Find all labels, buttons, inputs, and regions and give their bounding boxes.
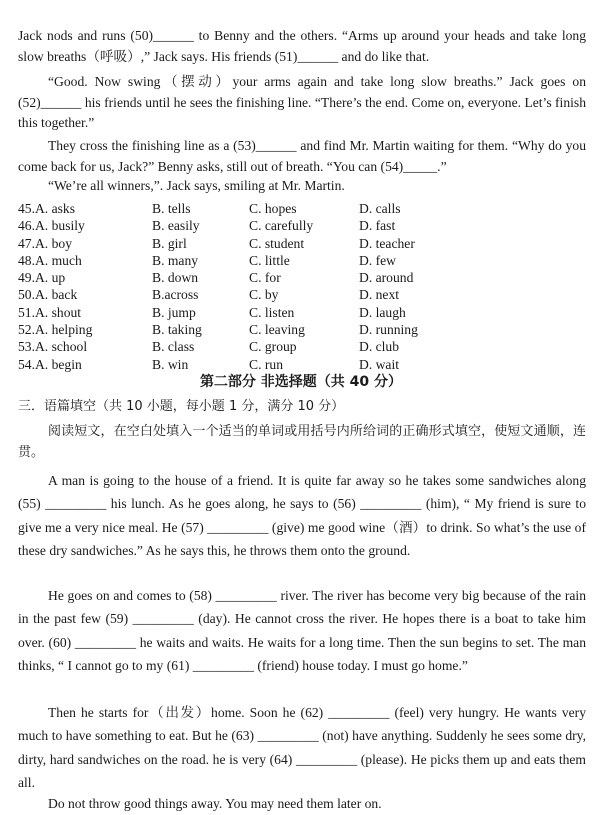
passage1-paragraph-1: Jack nods and runs (50)______ to Benny and the others. “Arms up around your heads and take long slow breaths（呼吸）,” Jack says. His friends (51)______ and do like that.	[18, 28, 586, 64]
option-row-50	[18, 286, 586, 303]
option-b: B. win	[152, 356, 189, 372]
option-a: 49.A. up	[18, 270, 66, 286]
option-b: B. down	[152, 270, 199, 286]
option-c: C. run	[249, 356, 283, 372]
option-c: C. leaving	[249, 322, 305, 338]
option-c: C. student	[249, 235, 305, 251]
option-a: 46.A. busily	[18, 218, 85, 234]
option-b: B. taking	[152, 322, 202, 338]
option-c: C. carefully	[249, 218, 314, 234]
option-d: D. running	[359, 322, 418, 338]
option-d: D. next	[359, 287, 400, 303]
option-row-52	[18, 321, 586, 338]
option-a: 52.A. helping	[18, 322, 93, 338]
option-row-46	[18, 217, 586, 234]
option-a: 47.A. boy	[18, 235, 72, 251]
option-d: D. fast	[359, 218, 396, 234]
option-a: 53.A. school	[18, 339, 88, 355]
option-d: D. wait	[359, 356, 400, 372]
option-b: B. tells	[152, 201, 191, 216]
cloze-paragraph-1: A man is going to the house of a friend. It is quite far away so he takes some sandwiches along (55) _________ his lunch. As he goes along, he says to (56) _________ (him), “ My friend is sure to give me a very nice meal. He (57) _________ (give) me good wine（酒）to drink. So what’s the use of these dry sandwiches.” As he says this, he throws them onto the ground.	[18, 473, 586, 559]
option-d: D. around	[359, 270, 414, 286]
cloze-paragraph-4: Do not throw good things away. You may need them later on.	[48, 796, 382, 811]
option-a: 51.A. shout	[18, 304, 82, 320]
option-row-53	[18, 338, 586, 355]
option-b: B. girl	[152, 235, 187, 251]
section3-heading: 三．语篇填空（共 10 小题，每小题 1 分，满分 10 分）	[18, 399, 345, 414]
option-a: 54.A. begin	[18, 356, 82, 372]
part2-title: 第二部分 非选择题（共 40 分）	[199, 374, 403, 390]
option-c: C. by	[249, 287, 279, 303]
passage1-paragraph-2: “Good. Now swing（摆动）your arms again and take long slow breaths.” Jack goes on (52)______ his friends until he sees the finishing line. “There’s the end. Come on, everyone. Let’s finish this together.”	[18, 74, 586, 130]
option-d: D. club	[359, 339, 400, 355]
option-row-49	[18, 269, 586, 286]
options-table	[18, 200, 586, 373]
option-row-51	[18, 304, 586, 321]
option-b: B. easily	[152, 218, 200, 234]
option-c: C. little	[249, 252, 290, 268]
option-a: 48.A. much	[18, 252, 82, 268]
option-b: B. many	[152, 252, 199, 268]
passage1-paragraph-4: “We’re all winners,”. Jack says, smiling at Mr. Martin.	[48, 178, 345, 193]
option-b: B.across	[152, 287, 199, 303]
option-d: D. few	[359, 252, 396, 268]
option-b: B. class	[152, 339, 195, 355]
option-c: C. group	[249, 339, 297, 355]
option-d: D. calls	[359, 201, 401, 216]
option-d: D. teacher	[359, 235, 415, 251]
option-d: D. laugh	[359, 304, 406, 320]
option-c: C. for	[249, 270, 281, 286]
section3-instruction: 阅读短文，在空白处填入一个适当的单词或用括号内所给词的正确形式填空，使短文通顺，连贯。	[18, 424, 586, 460]
option-a: 50.A. back	[18, 287, 78, 303]
cloze-paragraph-2: He goes on and comes to (58) _________ river. The river has become very big because of the rain in the past few (59) _________ (day). He cannot cross the river. He hopes there is a boat to take him over. (60) _________ he waits and waits. He waits for a long time. Then the sun begins to set. The man thinks, “ I cannot go to my (61) _________ (friend) house today. I must go home.”	[18, 588, 586, 674]
option-row-45	[18, 200, 586, 217]
passage1-paragraph-3: They cross the finishing line as a (53)______ and find Mr. Martin waiting for them. “Why do you come back for us, Jack?” Benny asks, still out of breath. “You can (54)_____.”	[18, 138, 586, 174]
cloze-paragraph-3: Then he starts for（出发）home. Soon he (62) _________ (feel) very hungry. He wants very much to have something to eat. But he (63) _________ (not) have anything. Suddenly he sees some dry, dirty, hard sandwiches on the road. he is very (64) _________ (please). He picks them up and eats them all.	[18, 705, 586, 791]
option-c: C. listen	[249, 304, 295, 320]
option-row-48	[18, 252, 586, 269]
option-b: B. jump	[152, 304, 196, 320]
option-row-47	[18, 235, 586, 252]
option-c: C. hopes	[249, 201, 297, 216]
option-a: 45.A. asks	[18, 201, 76, 216]
